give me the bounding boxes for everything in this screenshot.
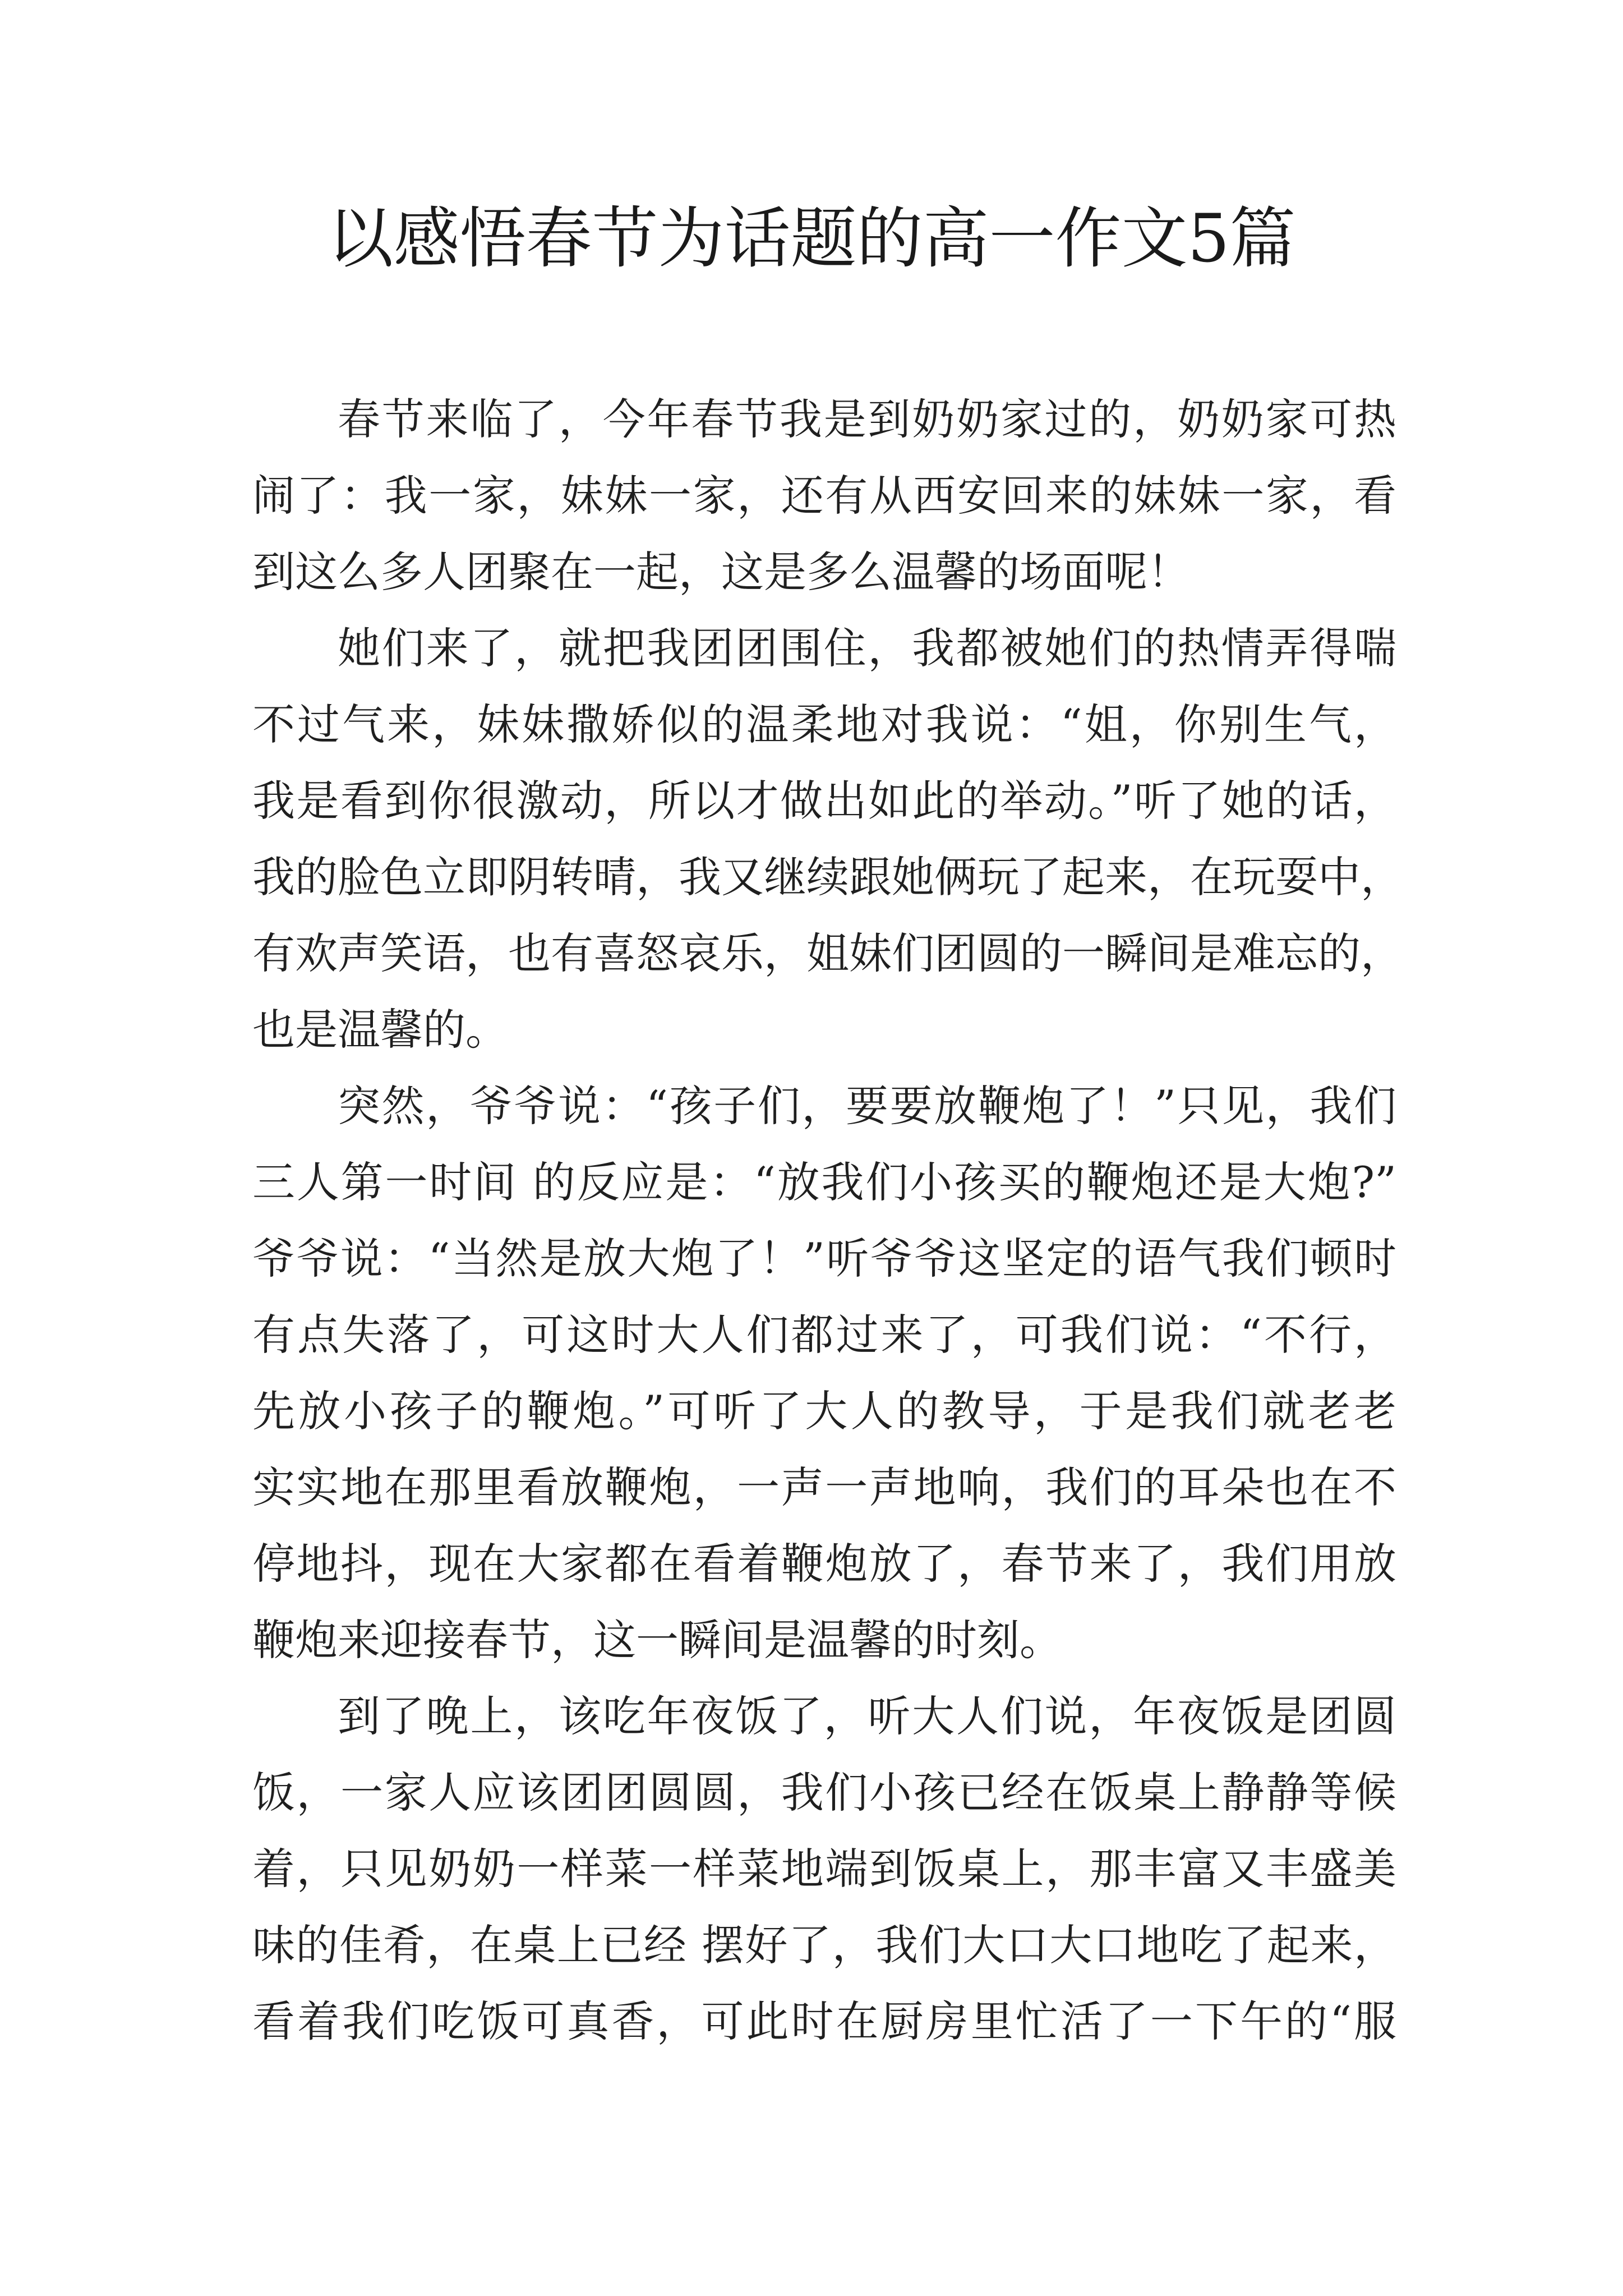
document-title: 以感悟春节为话题的高一作文5篇 — [327, 200, 1296, 277]
text-line: 也是温馨的。 — [252, 1005, 508, 1055]
text-line: 停地抖，现在大家都在看着鞭炮放了，春节来了，我们用放 — [252, 1539, 1396, 1589]
text-line: 有欢声笑语，也有喜怒哀乐，姐妹们团圆的一瞬间是难忘的， — [252, 928, 1403, 978]
text-line: 闹了：我一家，妹妹一家，还有从西安回来的妹妹一家，看 — [252, 471, 1396, 521]
text-line: 先放小孩子的鞭炮。”可听了大人的教导，于是我们就老老 — [252, 1386, 1396, 1436]
text-line: 我是看到你很激动，所以才做出如此的举动。”听了她的话， — [252, 776, 1396, 826]
text-line: 不过气来，妹妹撒娇似的温柔地对我说：“姐，你别生气， — [252, 700, 1396, 749]
text-line: 看着我们吃饭可真香，可此时在厨房里忙活了一下午的“服 — [252, 1996, 1396, 2046]
text-line: 有点失落了，可这时大人们都过来了，可我们说：“不行， — [252, 1310, 1396, 1360]
document-body — [252, 381, 1403, 2060]
text-line: 爷爷说：“当然是放大炮了！”听爷爷这坚定的语气我们顿时 — [252, 1234, 1396, 1283]
text-line: 突然，爷爷说：“孩子们，要要放鞭炮了！”只见，我们 — [338, 1081, 1396, 1131]
text-line: 鞭炮来迎接春节，这一瞬间是温馨的时刻。 — [252, 1615, 1062, 1665]
text-line: 到了晚上，该吃年夜饭了，听大人们说，年夜饭是团圆 — [338, 1691, 1396, 1741]
text-line: 饭，一家人应该团团圆圆，我们小孩已经在饭桌上静静等候 — [252, 1768, 1396, 1818]
text-line: 实实地在那里看放鞭炮，一声一声地响，我们的耳朵也在不 — [252, 1462, 1396, 1512]
text-line: 味的佳肴，在桌上已经 摆好了，我们大口大口地吃了起来， — [252, 1920, 1396, 1970]
text-line: 三人第一时间 的反应是：“放我们小孩买的鞭炮还是大炮?” — [252, 1157, 1396, 1207]
text-line: 到这么多人团聚在一起，这是多么温馨的场面呢！ — [252, 547, 1190, 597]
text-line: 着，只见奶奶一样菜一样菜地端到饭桌上，那丰富又丰盛美 — [252, 1844, 1396, 1894]
text-line: 她们来了，就把我团团围住，我都被她们的热情弄得喘 — [338, 623, 1396, 673]
text-line: 我的脸色立即阴转晴，我又继续跟她俩玩了起来，在玩耍中， — [252, 852, 1403, 902]
text-line: 春节来临了，今年春节我是到奶奶家过的，奶奶家可热 — [338, 394, 1396, 444]
